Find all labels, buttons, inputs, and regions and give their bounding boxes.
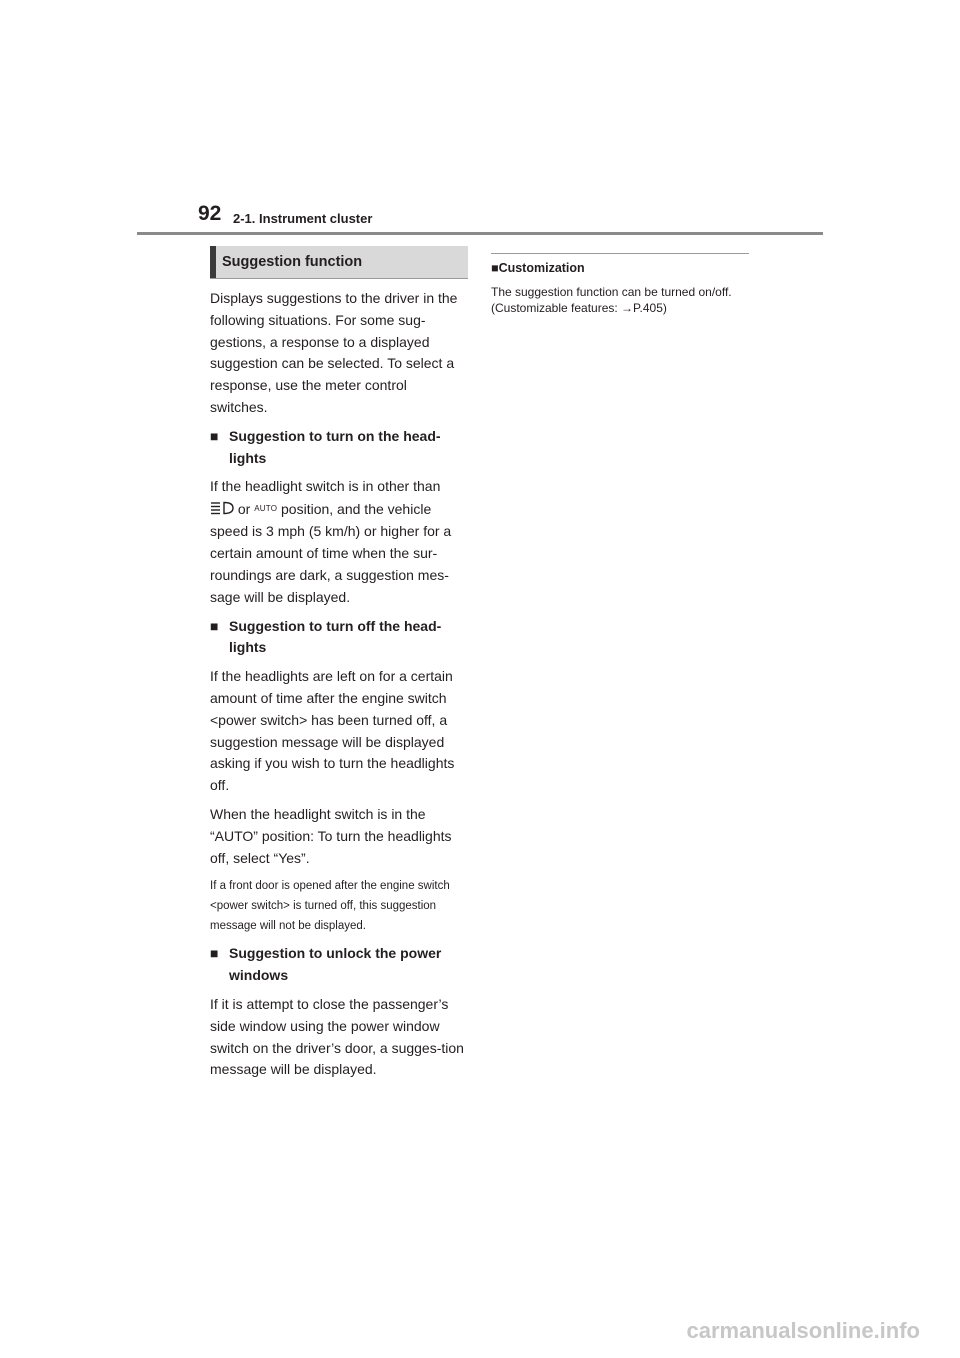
- headlights-off-paragraph: If the headlights are left on for a certain amount of time after the engine switch <power switch> has been turned off, a suggestion message will be displayed asking if you wish to turn the headlights off.: [210, 668, 455, 794]
- auto-icon: AUTO: [254, 504, 278, 514]
- auto-position-paragraph: When the headlight switch is in the “AUTO” position: To turn the headlights off, select “Yes”.: [210, 805, 452, 866]
- page-number: 92: [198, 202, 222, 225]
- square-bullet-icon: ■: [491, 261, 499, 275]
- subheading-headlights-off: [210, 616, 468, 660]
- square-bullet-icon: ■: [210, 617, 219, 634]
- headlight-icon: [210, 500, 234, 522]
- right-rule: [491, 253, 749, 254]
- section-title: 2-1. Instrument cluster: [233, 211, 373, 226]
- intro-paragraph: Displays suggestions to the driver in the following situations. For some sug-gestions, a response to a displayed suggestion can be selected. To select a response, use the meter control switches.: [210, 290, 458, 415]
- heading-rule: [210, 278, 468, 279]
- square-bullet-icon: ■: [210, 945, 219, 962]
- headlights-on-paragraph: [210, 476, 468, 608]
- header-rule: [137, 232, 823, 235]
- paragraph-text-or: or: [237, 501, 251, 518]
- paragraph-text: If the headlight switch is in other than: [210, 478, 441, 495]
- subheading-headlights-on: [210, 426, 468, 470]
- customization-label: Customization: [498, 261, 585, 275]
- section-heading: Suggestion function: [210, 246, 468, 278]
- right-column: [491, 253, 749, 316]
- left-column: [210, 246, 468, 1088]
- customization-text: The suggestion function can be turned on/off. (Customizable features: →P.405): [491, 285, 732, 315]
- subheading-label: Suggestion to turn on the head-lights: [229, 427, 441, 466]
- power-windows-paragraph: If it is attempt to close the passenger’s side window using the power window switch on the driver’s door, a sugges-tion message will be displayed.: [210, 995, 464, 1078]
- note-text: If a front door is opened after the engine switch <power switch> is turned off, this suggestion message will not be displayed.: [210, 880, 450, 933]
- watermark: carmanualsonline.info: [686, 1318, 920, 1343]
- paragraph-text: position, and the vehicle speed is 3 mph (5 km/h) or higher for a certain amount of time when the sur-roundings are dark, a suggestion mes-sage will be displayed.: [210, 501, 452, 605]
- subheading-power-windows: [210, 943, 468, 987]
- subheading-label: Suggestion to turn off the head-lights: [229, 617, 442, 656]
- subheading-label: Suggestion to unlock the power windows: [229, 945, 442, 984]
- square-bullet-icon: ■: [210, 427, 219, 444]
- customization-heading: [491, 260, 749, 276]
